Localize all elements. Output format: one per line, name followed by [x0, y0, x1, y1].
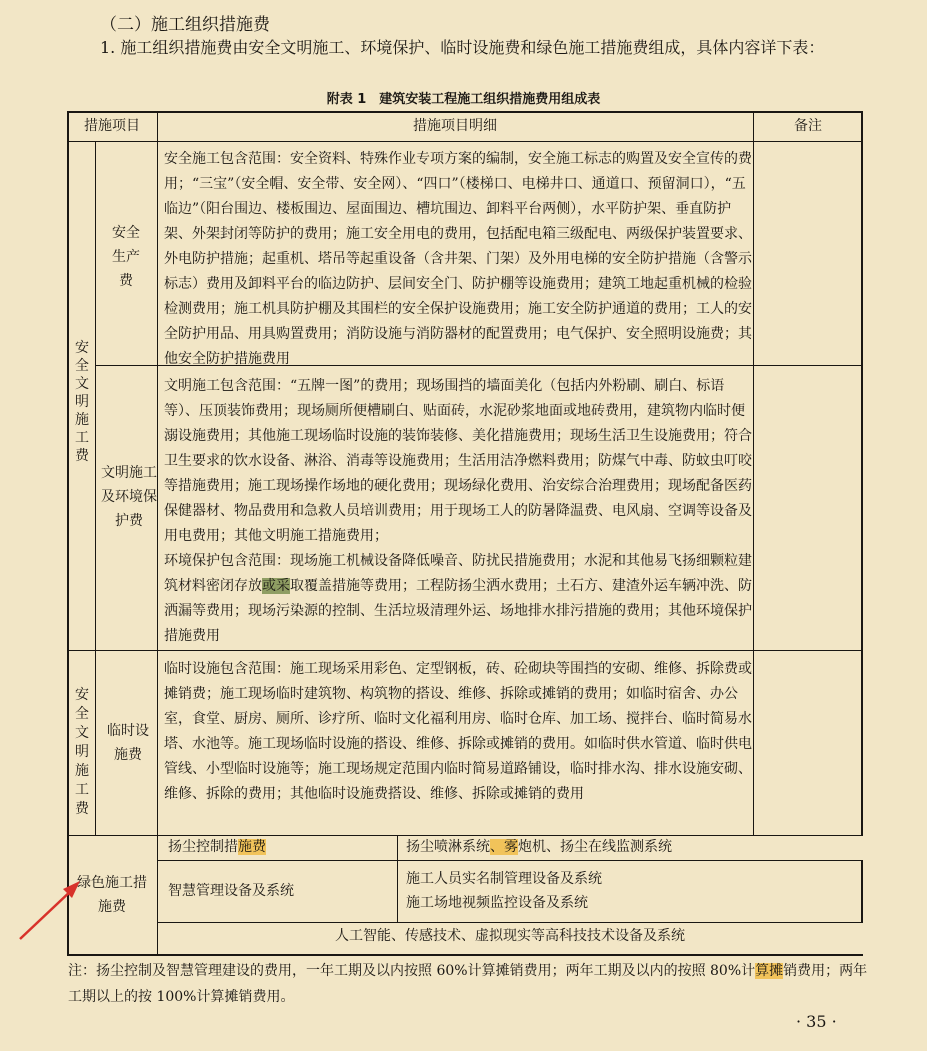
header-detail: 措施项目明细 — [413, 118, 497, 134]
intro-paragraph: 1. 施工组织措施费由安全文明施工、环境保护、临时设施费和绿色施工措施费组成，具体内容详下表： — [100, 38, 825, 57]
green-smart-management: 智慧管理设备及系统 — [168, 883, 294, 899]
green-dust-control-a: 扬尘控制措 — [168, 839, 238, 855]
cost-table — [67, 111, 863, 956]
green-smart-systems — [406, 867, 602, 915]
green-smart-system-2: 施工场地视频监控设备及系统 — [406, 895, 588, 911]
highlight-mark: 或采 — [262, 578, 290, 594]
green-dust-systems-a: 扬尘喷淋系统 — [406, 839, 490, 855]
green-dust-systems — [406, 835, 672, 860]
green-dust-control — [168, 835, 266, 860]
table-note-a: 注：扬尘控制及智慧管理建设的费用，一年工期及以内按照 60%计算摊销费用；两年工期及以内的按照 80%计 — [68, 963, 756, 979]
group-label-green: 绿色施工措施费 — [77, 875, 147, 915]
header-remark: 备注 — [794, 118, 822, 134]
detail-civil — [164, 374, 754, 649]
table-caption: 附表 1 建筑安装工程施工组织措施费用组成表 — [326, 92, 601, 107]
red-arrow-icon — [18, 876, 88, 941]
group-label-civilized-2: 安全文明施工费 — [75, 687, 89, 817]
header-item: 措施项目 — [84, 118, 140, 134]
table-note — [68, 958, 868, 1010]
green-dust-systems-b: 炮机、扬尘在线监测系统 — [518, 839, 672, 855]
table-note-b: 销费用；两年工期以上的按 100%计算摊销费用。 — [68, 963, 868, 1005]
row-label-safety: 安全生产费 — [112, 225, 140, 289]
green-smart-system-1: 施工人员实名制管理设备及系统 — [406, 871, 602, 887]
highlight-mark: 算摊 — [755, 963, 784, 979]
row-label-temp: 临时设施费 — [107, 723, 149, 763]
detail-env-text — [164, 549, 754, 649]
page-number: · 35 · — [796, 1012, 837, 1031]
highlight-mark: 施费 — [238, 839, 266, 855]
section-heading: （二）施工组织措施费 — [100, 15, 270, 35]
row-label-civil-env: 文明施工及环境保护费 — [101, 465, 157, 529]
highlight-mark: 、雾 — [490, 839, 518, 855]
detail-temp: 临时设施包含范围：施工现场采用彩色、定型钢板，砖、砼砌块等围挡的安砌、维修、拆除费或摊销费；施工现场临时建筑物、构筑物的搭设、维修、拆除或摊销的费用；如临时宿舍、办公室，食堂、厨房、厕所、诊疗所、临时文化福利用房、临时仓库、加工场、搅拌台、临时简易水塔、水池等。施工现场临时设施的搭设、维修、拆除或摊销的费用。如临时供水管道、临时供电管线、小型临时设施等；施工现场规定范围内临时简易道路铺设，临时排水沟、排水设施安砌、维修、拆除的费用；其他临时设施费搭设、维修、拆除或摊销的费用 — [164, 661, 752, 802]
detail-env-text-b: 取覆盖措施等费用；工程防扬尘洒水费用；土石方、建渣外运车辆冲洗、防洒漏等费用；现场污染源的控制、生活垃圾清理外运、场地排水排污措施的费用；其他环境保护措施费用 — [164, 578, 752, 644]
detail-env-text-a: 环境保护包含范围：现场施工机械设备降低噪音、防扰民措施费用；水泥和其他易飞扬细颗粒建筑材料密闭存放 — [164, 553, 752, 594]
detail-safety: 安全施工包含范围：安全资料、特殊作业专项方案的编制，安全施工标志的购置及安全宣传的费用；“三宝”（安全帽、安全带、安全网）、“四口”（楼梯口、电梯井口、通道口、预留洞口），“五临边”（阳台围边、楼板围边、屋面围边、槽坑围边、卸料平台两侧），水平防护架、垂直防护架、外架封闭等防护的费用；施工安全用电的费用，包括配电箱三级配电、两级保护装置要求、外电防护措施；起重机、塔吊等起重设备（含井架、门架）及外用电梯的安全防护措施（含警示标志）费用及卸料平台的临边防护、层间安全门、防护棚等设施费用；建筑工地起重机械的检验检测费用；施工机具防护棚及其围栏的安全保护设施费用；施工安全防护通道的费用；工人的安全防护用品、用具购置费用；消防设施与消防器材的配置费用；电气保护、安全照明设施费；其他安全防护措施费用 — [164, 151, 752, 367]
detail-civil-text: 文明施工包含范围：“五牌一图”的费用；现场围挡的墙面美化（包括内外粉刷、刷白、标语等）、压顶装饰费用；现场厕所便槽刷白、贴面砖，水泥砂浆地面或地砖费用，建筑物内临时便溺设施费用；其他施工现场临时设施的装饰装修、美化措施费用；现场生活卫生设施费用；符合卫生要求的饮水设备、淋浴、消毒等设施费用；生活用洁净燃料费用；防煤气中毒、防蚊虫叮咬等措施费用；施工现场操作场地的硬化费用；现场绿化费用、治安综合治理费用；现场配备医药保健器材、物品费用和急救人员培训费用；用于现场工人的防暑降温费、电风扇、空调等设备及用电费用；其他文明施工措施费用； — [164, 378, 752, 544]
group-label-civilized: 安全文明施工费 — [75, 340, 89, 464]
green-hitech: 人工智能、传感技术、虚拟现实等高科技技术设备及系统 — [335, 928, 685, 944]
